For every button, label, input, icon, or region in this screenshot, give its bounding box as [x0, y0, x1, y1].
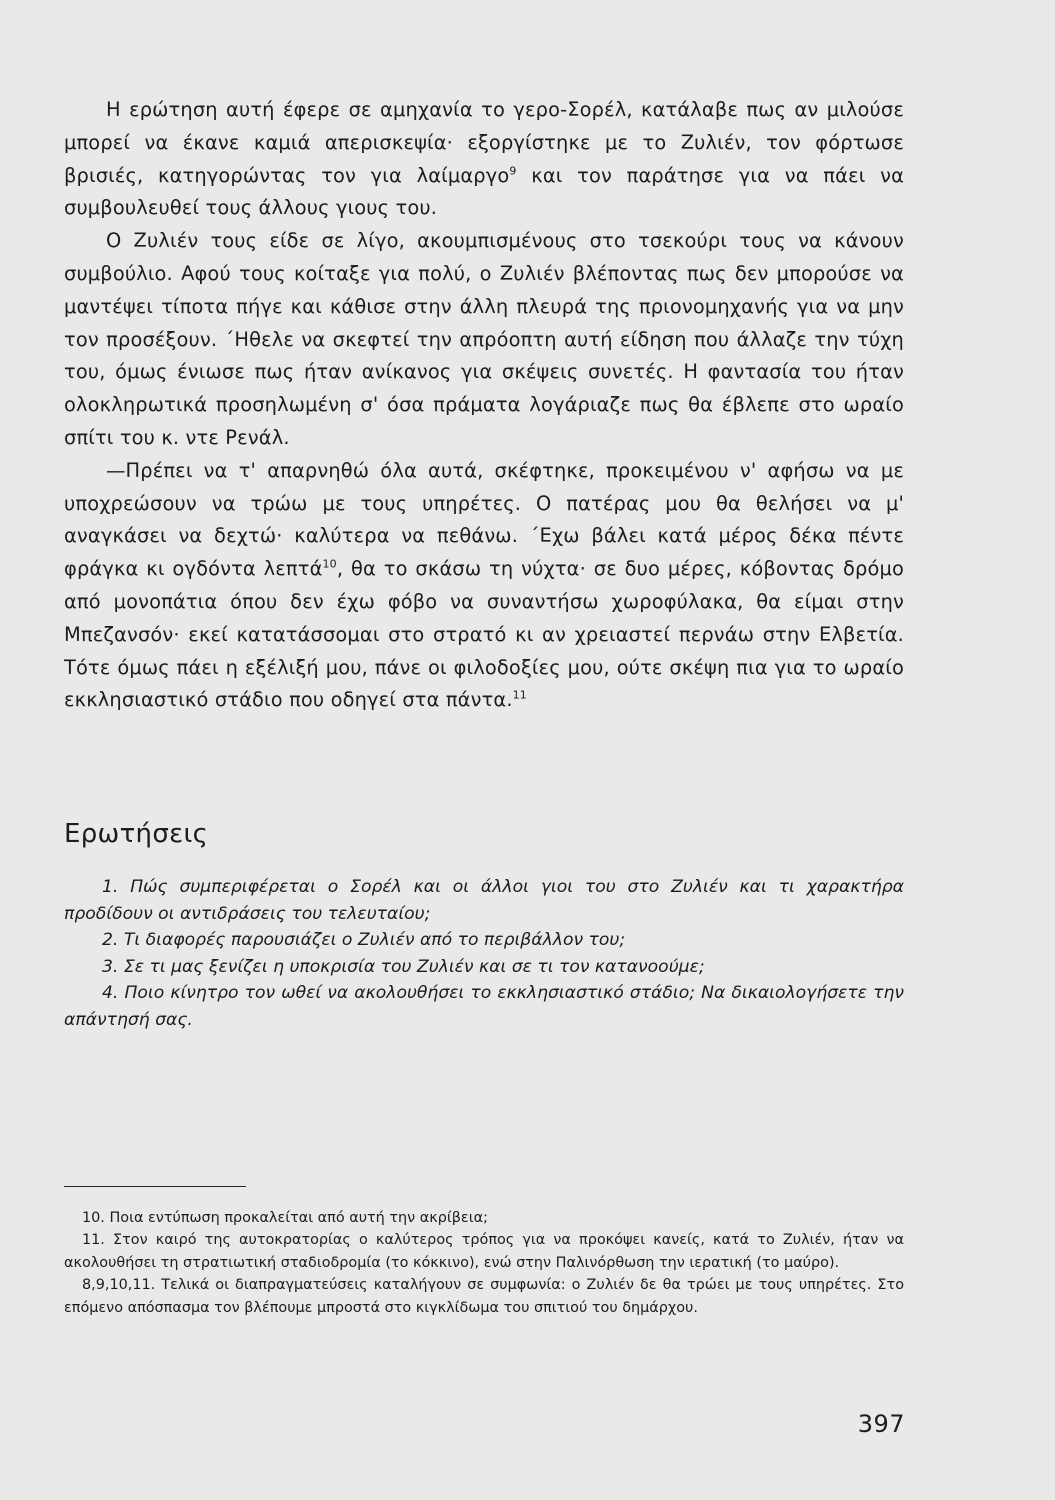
paragraph-1-text: Η ερώτηση αυτή έφερε σε αμηχανία το γερο-Σορέλ, κατάλαβε πως αν μιλούσε μπορεί να έκανε καμιά απερισκεψία· εξοργίστηκε με το Ζυλιέν, τον φόρτωσε βρισιές, κατηγορώντας τον για λαίμαργο [64, 98, 904, 187]
question-item: 4. Ποιο κίνητρο τον ωθεί να ακολουθήσει το εκκλησιαστικό στάδιο; Να δικαιολογήσετε την απάντησή σας. [64, 983, 904, 1030]
footnote-item: 11. Στον καιρό της αυτοκρατορίας ο καλύτερος τρόπος για να προκόψει κανείς, κατά το Ζυλιέν, ήταν να ακολουθήσει τη στρατιωτική σταδιοδρομία (το κόκκινο), ενώ στην Παλινόρθωση την ιερατική (το μαύρο). [64, 1232, 904, 1271]
page-number: 397 [857, 1410, 905, 1438]
footnote-item: 10. Ποια εντύπωση προκαλείται από αυτή την ακρίβεια; [82, 1210, 488, 1226]
question-item: 2. Τι διαφορές παρουσιάζει ο Ζυλιέν από το περιβάλλον του; [102, 930, 626, 951]
paragraph-3-text-a: —Πρέπει να τ' απαρνηθώ όλα αυτά, σκέφτηκε, προκειμένου ν' αφήσω να με υποχρεώσουν να τρώω με τους υπηρέτες. Ο πατέρας μου θα θελήσει να μ' αναγκάσει να δεχτώ· καλύτερα να πεθάνω. ΄Εχω βάλει κατά μέρος δέκα πέντε φράγκα κι ογδόντα λεπτά [64, 458, 904, 581]
question-item: 3. Σε τι μας ξενίζει η υποκρισία του Ζυλιέν και σε τι τον κατανοούμε; [102, 956, 705, 977]
paragraph-3 [64, 455, 904, 717]
questions-heading: Ερωτήσεις [64, 819, 209, 849]
paragraph-2 [64, 225, 904, 455]
main-text [64, 94, 904, 717]
paragraph-3-text-b: , θα το σκάσω τη νύχτα· σε δυο μέρες, κόβοντας δρόμο από μονοπάτια όπου δεν έχω φόβο να συναντήσω χωροφύλακα, θα είμαι στην Μπεζανσόν· εκεί κατατάσσομαι στο στρατό κι αν χρειαστεί περνάω στην Ελβετία. Τότε όμως πάει η εξέλιξή μου, πάνε οι φιλοδοξίες μου, ούτε σκέψη πια για το ωραίο εκκλησιαστικό στάδιο που οδηγεί στα πάντα. [64, 557, 905, 712]
paragraph-1-end: και τον παράτησε για να πάει να συμβουλευθεί τους άλλους γιους του. [64, 163, 904, 220]
footnote-item: 8,9,10,11. Τελικά οι διαπραγματεύσεις καταλήγουν σε συμφωνία: ο Ζυλιέν δε θα τρώει με τους υπηρέτες. Στο επόμενο απόσπασμα τον βλέπουμε μπροστά στο κιγκλίδωμα του σπιτιού του δημάρχου. [64, 1277, 904, 1316]
paragraph-2-text: Ο Ζυλιέν τους είδε σε λίγο, ακουμπισμένους στο τσεκούρι τους να κάνουν συμβούλιο. Αφού τους κοίταξε για πολύ, ο Ζυλιέν βλέποντας πως δεν μπορούσε να μαντέψει τίποτα πήγε και κάθισε στην άλλη πλευρά της πριονομηχανής για να μην τον προσέξουν. ΄Ηθελε να σκεφτεί την απρόοπτη αυτή είδηση που άλλαζε την τύχη του, όμως ένιωσε πως ήταν ανίκανος για σκέψεις συνετές. Η φαντασία του ήταν ολοκληρωτικά προσηλωμένη σ' όσα πράματα λογάριαζε πως θα έβλεπε στο ωραίο σπίτι του κ. ντε Ρενάλ. [64, 229, 904, 449]
paragraph-1 [64, 94, 904, 225]
footnote-ref-11: 11 [512, 688, 527, 702]
footnote-ref-9: 9 [509, 164, 517, 178]
questions-list [64, 874, 904, 1034]
footnote-divider [64, 1186, 246, 1187]
question-item: 1. Πώς συμπεριφέρεται ο Σορέλ και οι άλλοι γιοι του στο Ζυλιέν και τι χαρακτήρα προδίδουν οι αντιδράσεις του τελευταίου; [64, 877, 904, 924]
footnotes [64, 1207, 904, 1319]
footnote-ref-10: 10 [322, 557, 337, 571]
